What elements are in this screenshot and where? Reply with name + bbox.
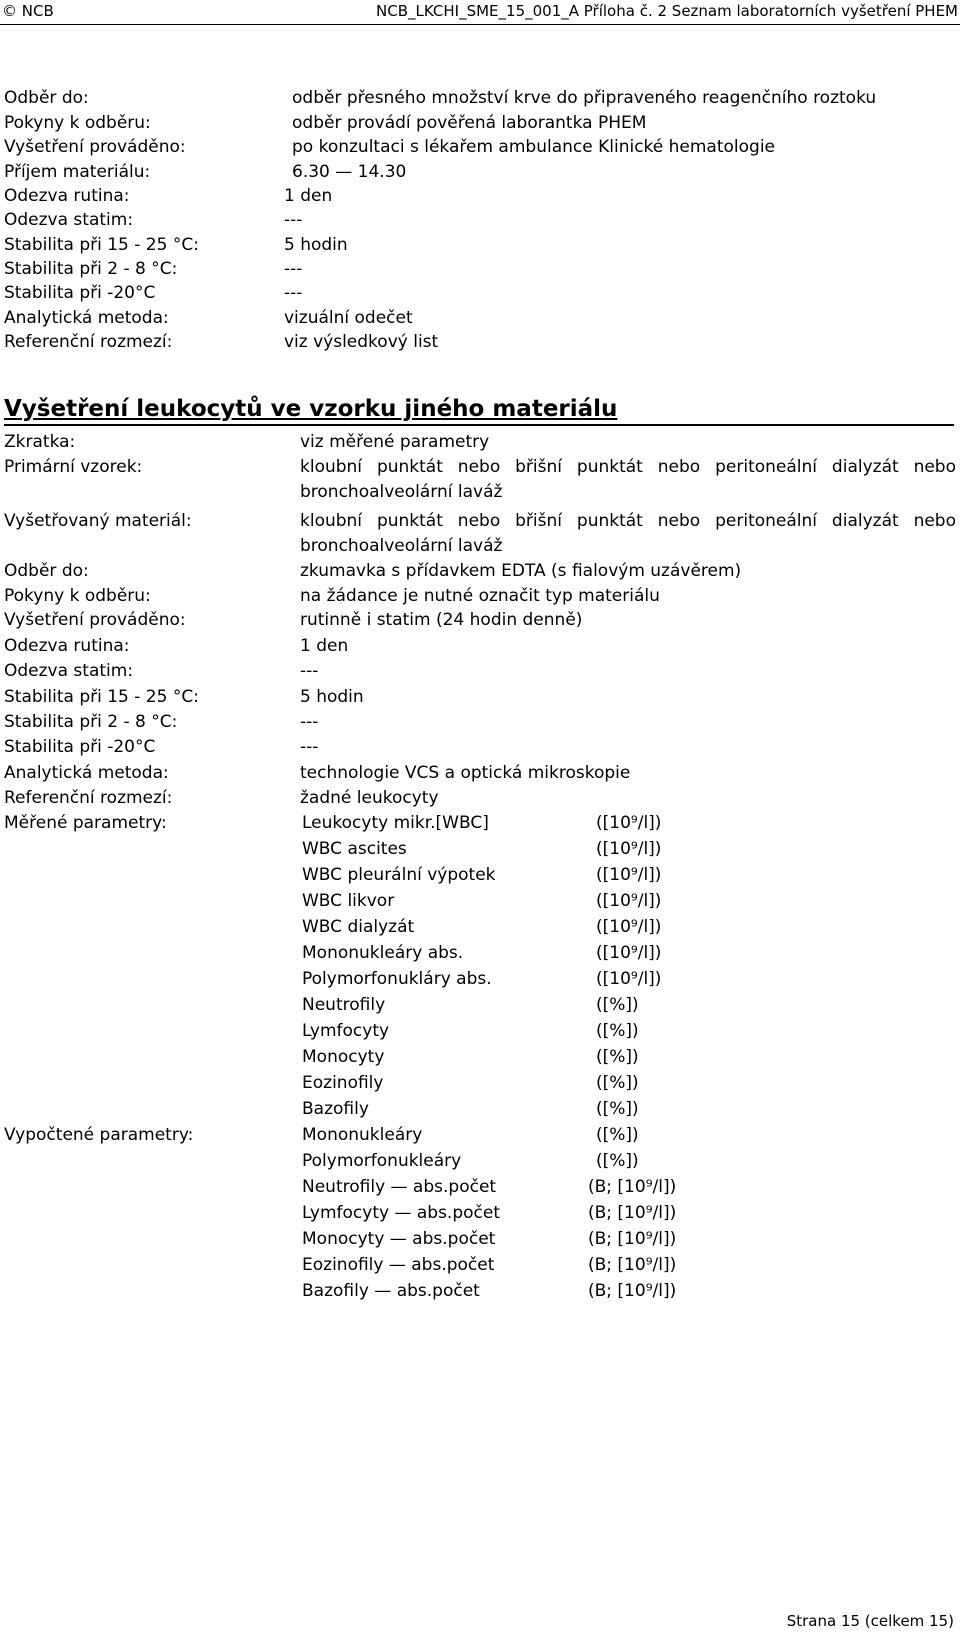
measured-label: Měřené parametry:	[4, 813, 167, 833]
parameter-unit: (B; [10⁹/l])	[588, 1229, 677, 1249]
info-row	[4, 257, 956, 282]
row-label: Odezva rutina:	[4, 636, 130, 656]
row-label: Odběr do:	[4, 561, 89, 581]
row-label: Pokyny k odběru:	[4, 113, 151, 133]
parameter-name: Polymorfonukláry abs.	[302, 969, 492, 989]
page-header	[0, 0, 960, 25]
parameter-name: Neutrofily	[302, 995, 386, 1015]
parameter-row	[4, 993, 956, 1018]
info-row	[4, 710, 956, 735]
parameter-name: Eozinofily	[302, 1073, 384, 1093]
info-row	[4, 306, 956, 331]
info-row	[4, 685, 956, 710]
row-value: 1 den	[284, 186, 333, 206]
parameter-row	[4, 1201, 956, 1226]
page-number: Strana 15 (celkem 15)	[786, 1612, 954, 1630]
row-value: vizuální odečet	[284, 308, 413, 328]
row-value: ---	[300, 737, 319, 757]
row-label: Odezva statim:	[4, 210, 134, 230]
row-label: Stabilita při 2 - 8 °C:	[4, 712, 178, 732]
parameter-name: Eozinofily — abs.počet	[302, 1255, 495, 1275]
row-value: ---	[284, 210, 303, 230]
parameter-unit: ([10⁹/l])	[596, 969, 662, 989]
row-label: Analytická metoda:	[4, 763, 169, 783]
parameter-unit: ([10⁹/l])	[596, 891, 662, 911]
row-value: ---	[300, 661, 319, 681]
info-row	[4, 455, 956, 505]
parameter-name: Mononukleáry	[302, 1125, 423, 1145]
parameter-row	[4, 1019, 956, 1044]
row-value: ---	[300, 712, 319, 732]
row-label: Referenční rozmezí:	[4, 332, 173, 352]
row-value: viz výsledkový list	[284, 332, 439, 352]
row-value: kloubní punktát nebo břišní punktát nebo peritoneální dialyzát nebo bronchoalveolární laváž	[300, 457, 956, 502]
section-heading	[4, 394, 954, 426]
parameter-row	[4, 1253, 956, 1278]
row-label: Pokyny k odběru:	[4, 586, 151, 606]
info-row	[4, 430, 956, 455]
parameter-name: Monocyty — abs.počet	[302, 1229, 496, 1249]
parameter-unit: ([10⁹/l])	[596, 839, 662, 859]
row-value: odběr provádí pověřená laborantka PHEM	[292, 113, 647, 133]
parameter-row	[4, 941, 956, 966]
row-value: technologie VCS a optická mikroskopie	[300, 763, 631, 783]
parameter-name: WBC pleurální výpotek	[302, 865, 496, 885]
info-row	[4, 233, 956, 258]
row-label: Stabilita při 15 - 25 °C:	[4, 687, 199, 707]
row-label: Primární vzorek:	[4, 457, 143, 477]
parameter-name: Neutrofily — abs.počet	[302, 1177, 497, 1197]
info-row	[4, 608, 956, 633]
parameter-unit: (B; [10⁹/l])	[588, 1281, 677, 1301]
parameter-unit: ([10⁹/l])	[596, 917, 662, 937]
header-copyright: © NCB	[2, 2, 54, 20]
parameter-name: Leukocyty mikr.[WBC]	[302, 813, 489, 833]
row-value: žadné leukocyty	[300, 788, 439, 808]
info-row	[4, 111, 956, 136]
info-row	[4, 786, 956, 811]
row-value: zkumavka s přídavkem EDTA (s fialovým uzávěrem)	[300, 561, 742, 581]
row-label: Odezva rutina:	[4, 186, 130, 206]
row-value: viz měřené parametry	[300, 432, 490, 452]
info-row	[4, 509, 956, 559]
row-value: 6.30 — 14.30	[292, 162, 407, 182]
parameter-name: WBC likvor	[302, 891, 395, 911]
row-label: Stabilita při -20°C	[4, 737, 156, 757]
row-label: Stabilita při 15 - 25 °C:	[4, 235, 199, 255]
parameter-unit: ([%])	[596, 1073, 639, 1093]
parameter-unit: (B; [10⁹/l])	[588, 1203, 677, 1223]
row-label: Vyšetření prováděno:	[4, 610, 186, 630]
row-label: Vyšetřovaný materiál:	[4, 511, 192, 531]
parameter-row	[4, 1123, 956, 1148]
row-label: Analytická metoda:	[4, 308, 169, 328]
parameter-unit: (B; [10⁹/l])	[588, 1177, 677, 1197]
parameter-name: Lymfocyty	[302, 1021, 390, 1041]
row-label: Odběr do:	[4, 88, 89, 108]
info-row	[4, 735, 956, 760]
row-value: ---	[284, 283, 303, 303]
parameter-name: WBC ascites	[302, 839, 407, 859]
parameter-unit: ([%])	[596, 1151, 639, 1171]
parameter-unit: ([10⁹/l])	[596, 865, 662, 885]
row-label: Stabilita při 2 - 8 °C:	[4, 259, 178, 279]
parameter-unit: (B; [10⁹/l])	[588, 1255, 677, 1275]
parameter-row	[4, 1175, 956, 1200]
parameter-name: Mononukleáry abs.	[302, 943, 464, 963]
parameter-row	[4, 889, 956, 914]
parameter-name: Monocyty	[302, 1047, 385, 1067]
parameter-name: Polymorfonukleáry	[302, 1151, 462, 1171]
parameter-name: Bazofily	[302, 1099, 369, 1119]
info-row	[4, 634, 956, 659]
parameter-unit: ([%])	[596, 1021, 639, 1041]
parameter-unit: ([%])	[596, 995, 639, 1015]
parameter-row	[4, 1227, 956, 1252]
parameter-row	[4, 863, 956, 888]
row-label: Odezva statim:	[4, 661, 134, 681]
row-value: rutinně i statim (24 hodin denně)	[300, 610, 583, 630]
parameter-row	[4, 915, 956, 940]
row-value: ---	[284, 259, 303, 279]
info-row	[4, 135, 956, 160]
info-row	[4, 584, 956, 609]
parameter-unit: ([10⁹/l])	[596, 813, 662, 833]
row-label: Příjem materiálu:	[4, 162, 151, 182]
row-value: 1 den	[300, 636, 349, 656]
parameter-row	[4, 1071, 956, 1096]
parameter-unit: ([10⁹/l])	[596, 943, 662, 963]
parameter-unit: ([%])	[596, 1099, 639, 1119]
row-label: Stabilita při -20°C	[4, 283, 156, 303]
info-row	[4, 330, 956, 355]
row-value: po konzultaci s lékařem ambulance Klinické hematologie	[292, 137, 776, 157]
info-row	[4, 281, 956, 306]
parameter-name: Bazofily — abs.počet	[302, 1281, 480, 1301]
parameter-row	[4, 1045, 956, 1070]
row-label: Vyšetření prováděno:	[4, 137, 186, 157]
parameter-row	[4, 811, 956, 836]
parameter-row	[4, 967, 956, 992]
parameter-unit: ([%])	[596, 1125, 639, 1145]
header-document-title: NCB_LKCHI_SME_15_001_A Příloha č. 2 Seznam laboratorních vyšetření PHEM	[376, 2, 958, 20]
info-row	[4, 208, 956, 233]
parameter-row	[4, 1149, 956, 1174]
parameter-name: WBC dialyzát	[302, 917, 415, 937]
parameter-name: Lymfocyty — abs.počet	[302, 1203, 500, 1223]
info-row	[4, 761, 956, 786]
row-label: Zkratka:	[4, 432, 76, 452]
computed-label: Vypočtené parametry:	[4, 1125, 194, 1145]
info-row	[4, 160, 956, 185]
parameter-row	[4, 837, 956, 862]
row-value: odběr přesného množství krve do připraveného reagenčního roztoku	[292, 88, 877, 108]
row-value: 5 hodin	[300, 687, 364, 707]
info-row	[4, 86, 956, 111]
row-value: 5 hodin	[284, 235, 348, 255]
parameter-unit: ([%])	[596, 1047, 639, 1067]
row-value: kloubní punktát nebo břišní punktát nebo peritoneální dialyzát nebo bronchoalveolární laváž	[300, 511, 956, 556]
parameter-row	[4, 1097, 956, 1122]
row-value: na žádance je nutné označit typ materiálu	[300, 586, 660, 606]
info-row	[4, 184, 956, 209]
info-row	[4, 559, 956, 584]
parameter-row	[4, 1279, 956, 1304]
row-label: Referenční rozmezí:	[4, 788, 173, 808]
section-title: Vyšetření leukocytů ve vzorku jiného materiálu	[4, 396, 618, 422]
info-row	[4, 659, 956, 684]
